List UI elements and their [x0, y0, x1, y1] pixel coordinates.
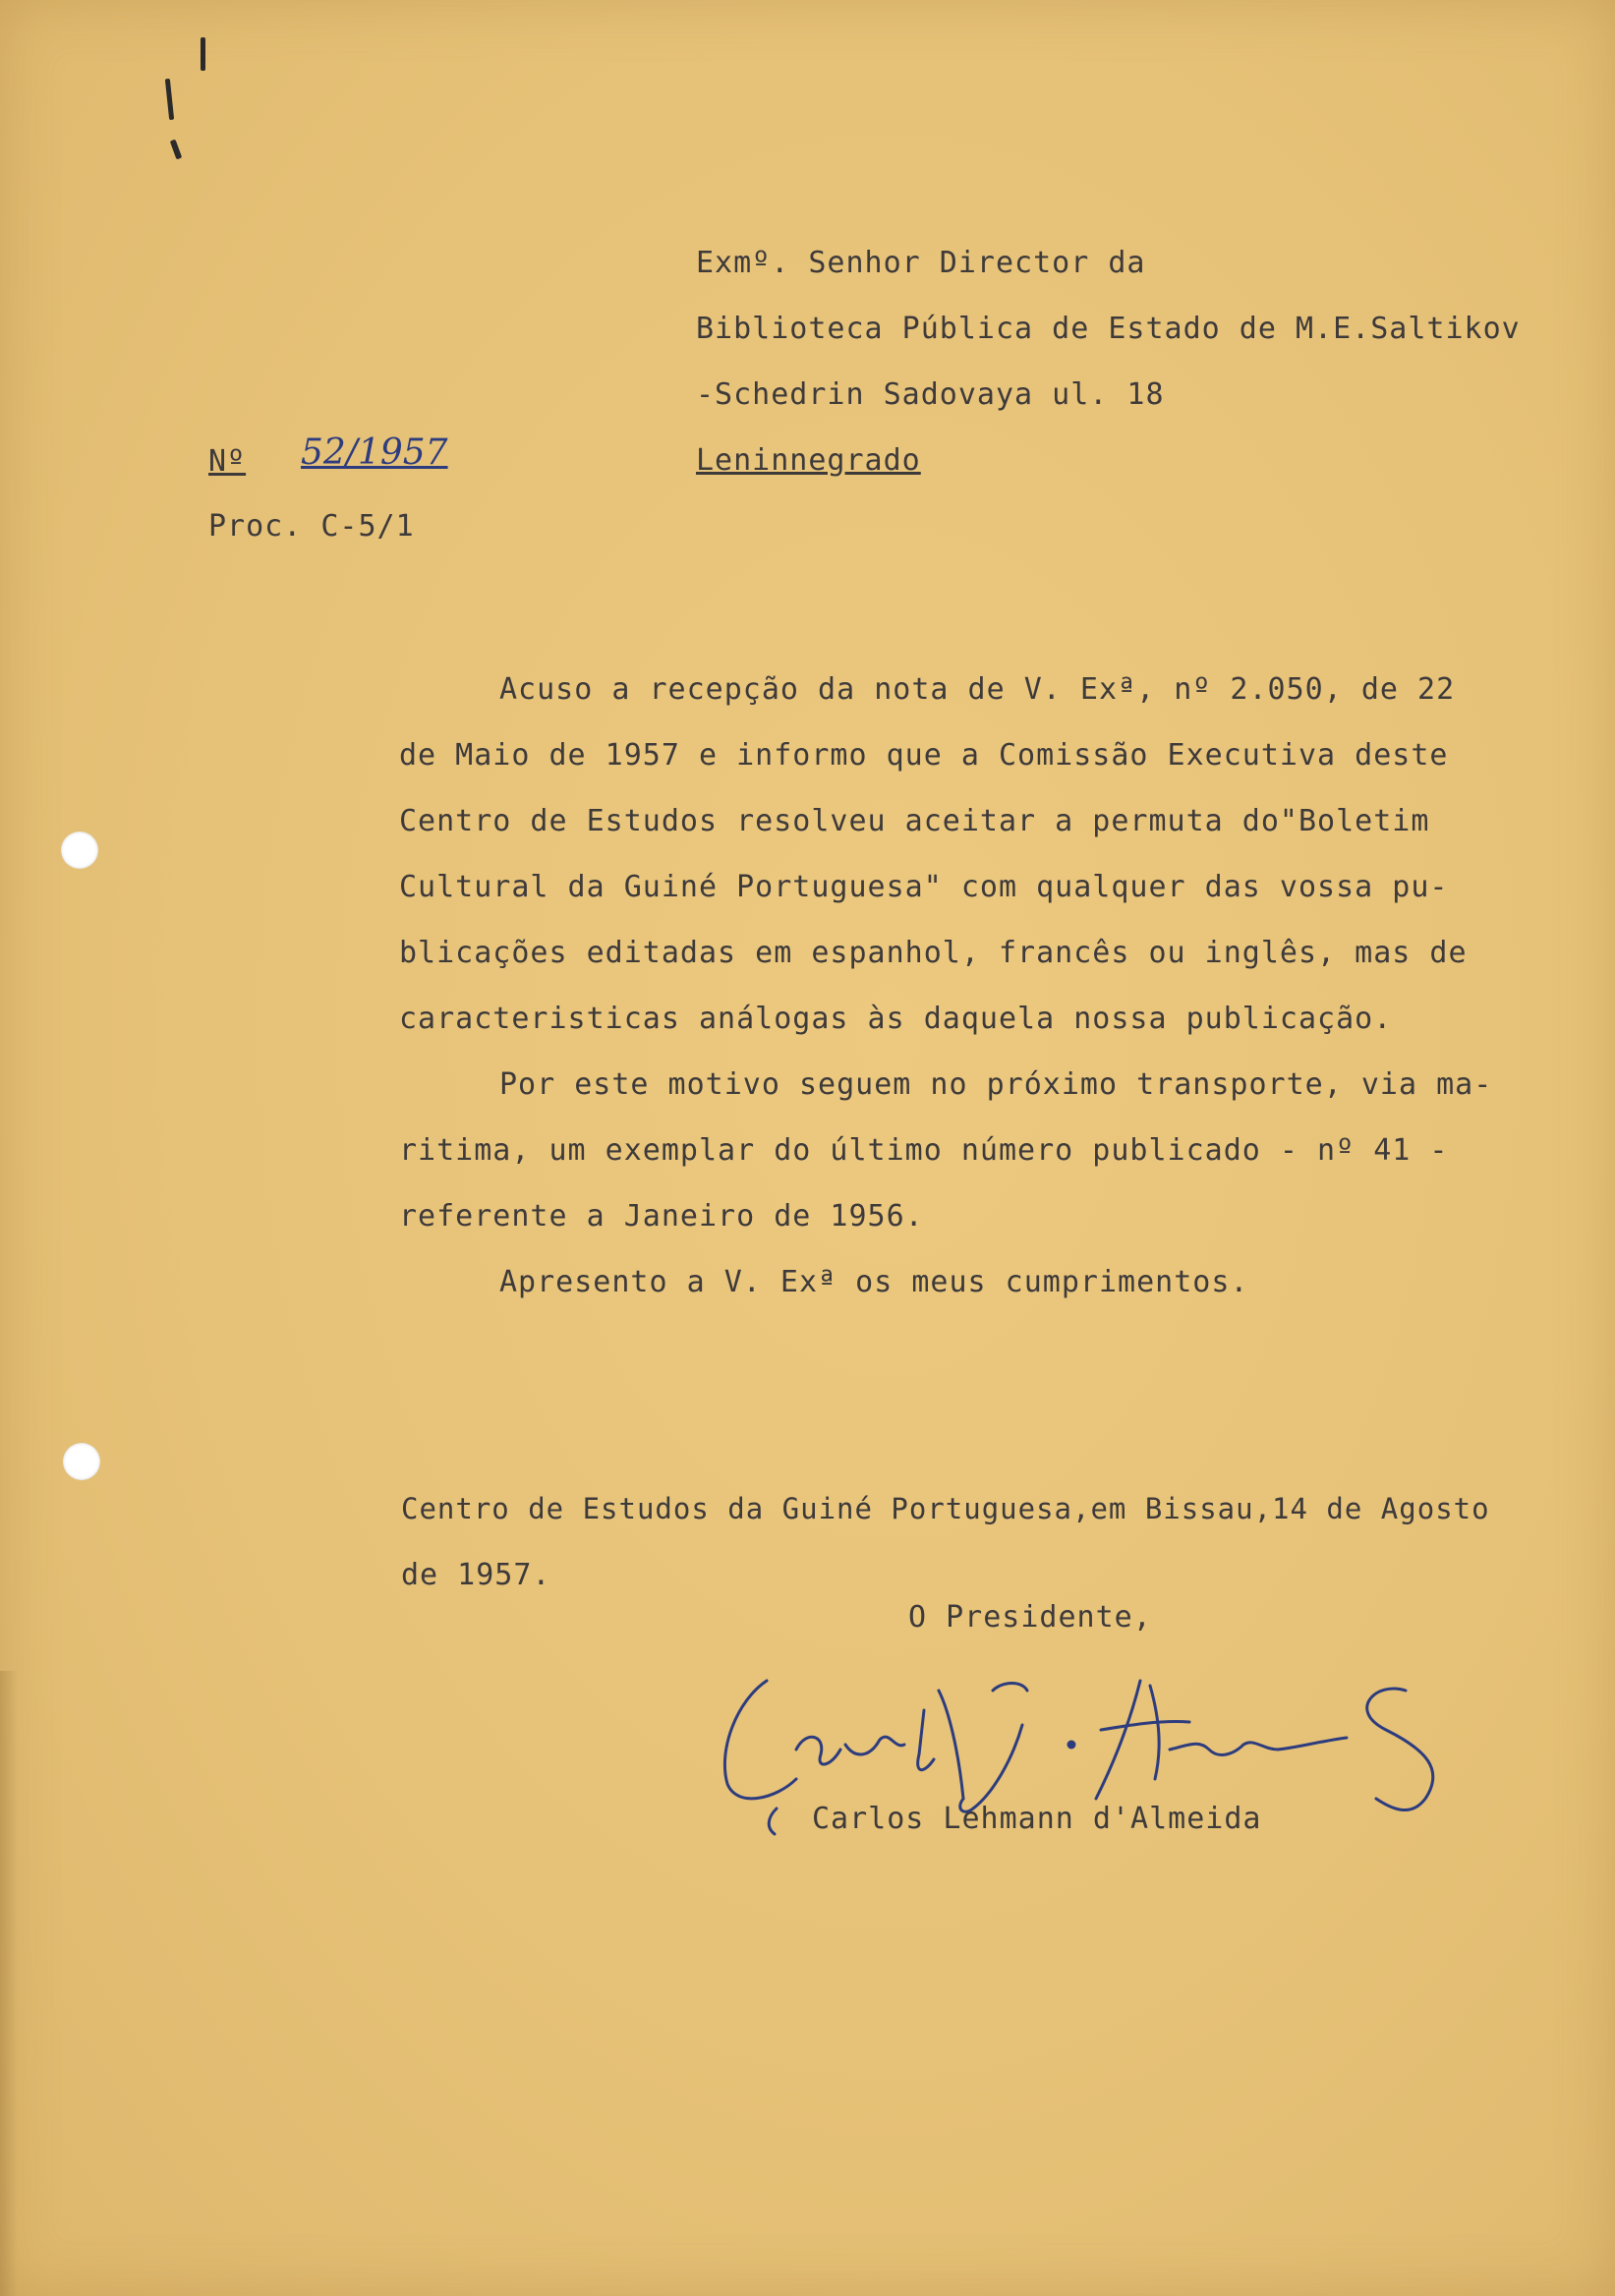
body-line: ritima, um exemplar do último número publicado - nº 41 -	[399, 1133, 1449, 1168]
process-reference: Proc. C-5/1	[208, 509, 415, 544]
recipient-line-3: -Schedrin Sadovaya ul. 18	[696, 377, 1165, 412]
paper-fold-shadow	[0, 1671, 18, 2296]
recipient-line-1: Exmº. Senhor Director da	[696, 246, 1146, 280]
body-line: Centro de Estudos resolveu aceitar a permuta do"Boletim	[399, 804, 1430, 838]
punch-hole-lower	[63, 1443, 100, 1480]
punch-hole-upper	[61, 832, 98, 869]
body-line: caracteristicas análogas às daquela nossa publicação.	[399, 1002, 1393, 1036]
place-date-line-2: de 1957.	[401, 1558, 551, 1592]
body-line: Cultural da Guiné Portuguesa" com qualquer das vossa pu-	[399, 870, 1449, 904]
pencil-mark	[170, 140, 182, 160]
pencil-mark	[165, 79, 174, 120]
place-date-line-1: Centro de Estudos da Guiné Portuguesa,em Bissau,14 de Agosto	[401, 1492, 1490, 1525]
recipient-city: Leninnegrado	[696, 443, 921, 478]
body-line: Acuso a recepção da nota de V. Exª, nº 2.050, de 22	[499, 672, 1456, 707]
reference-number-value: 52/1957	[301, 432, 448, 473]
pencil-mark	[201, 37, 205, 71]
body-line: blicações editadas em espanhol, francês ou inglês, mas de	[399, 936, 1468, 970]
body-line: referente a Janeiro de 1956.	[399, 1199, 924, 1234]
reference-number-label: Nº	[208, 444, 247, 479]
signatory-role: O Presidente,	[908, 1600, 1152, 1635]
recipient-line-2: Biblioteca Pública de Estado de M.E.Saltikov	[696, 312, 1521, 346]
body-line: Apresento a V. Exª os meus cumprimentos.	[499, 1265, 1249, 1299]
body-line: Por este motivo seguem no próximo transporte, via ma-	[499, 1067, 1493, 1102]
signatory-name: Carlos Lehmann d'Almeida	[812, 1802, 1262, 1836]
body-line: de Maio de 1957 e informo que a Comissão Executiva deste	[399, 738, 1449, 773]
